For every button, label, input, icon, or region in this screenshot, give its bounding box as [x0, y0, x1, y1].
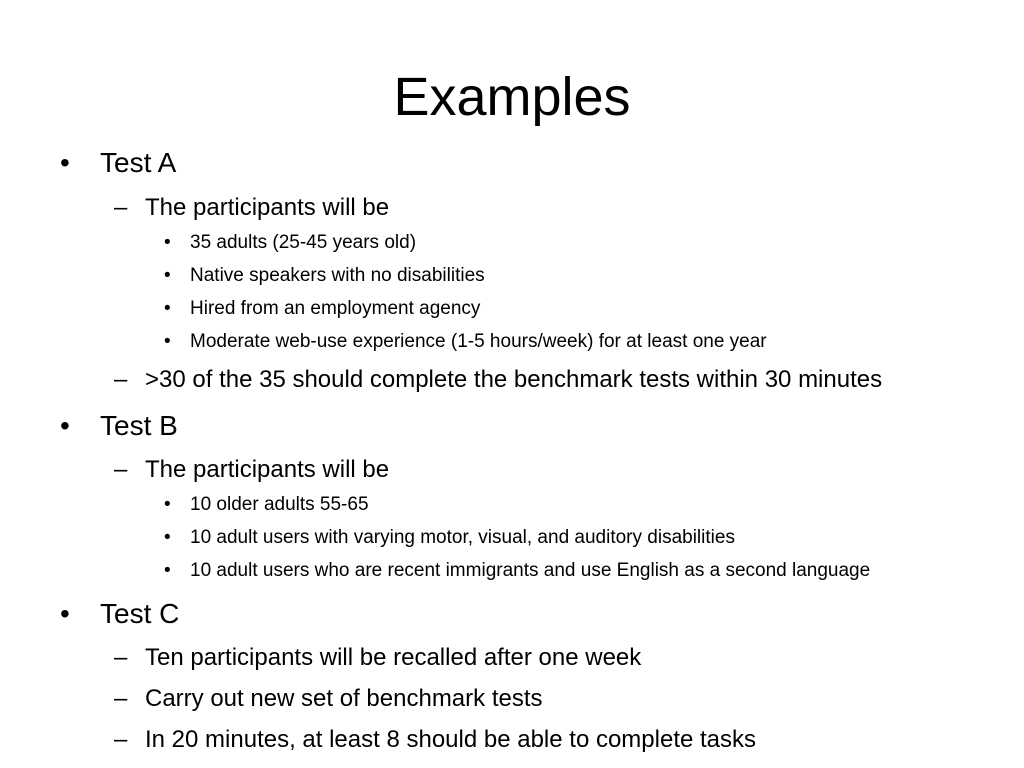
dash-icon: –: [114, 456, 128, 483]
test-c-item: Carry out new set of benchmark tests: [145, 685, 543, 712]
test-b-participant-item: 10 adult users with varying motor, visual, and auditory disabilities: [190, 527, 735, 548]
dash-icon: –: [114, 194, 128, 221]
test-c-heading: Test C: [100, 598, 180, 629]
small-bullet-icon: •: [164, 298, 171, 319]
small-bullet-icon: •: [164, 331, 171, 352]
bullet-icon: •: [60, 410, 70, 441]
test-a-heading: Test A: [100, 147, 177, 178]
bullet-icon: •: [60, 598, 70, 629]
test-b-participants-intro: The participants will be: [145, 456, 390, 483]
test-b-participant-item: 10 older adults 55-65: [190, 494, 369, 515]
dash-icon: –: [114, 366, 128, 393]
small-bullet-icon: •: [164, 494, 171, 515]
test-c-item: Ten participants will be recalled after one week: [145, 644, 642, 671]
dash-icon: –: [114, 644, 128, 671]
test-a-participant-item: 35 adults (25-45 years old): [190, 232, 417, 253]
dash-icon: –: [114, 726, 128, 753]
dash-icon: –: [114, 685, 128, 712]
small-bullet-icon: •: [164, 527, 171, 548]
test-b-participant-item: 10 adult users who are recent immigrants and use English as a second language: [190, 560, 871, 581]
small-bullet-icon: •: [164, 560, 171, 581]
test-a-benchmark: >30 of the 35 should complete the benchmark tests within 30 minutes: [145, 366, 883, 393]
test-a-participant-item: Native speakers with no disabilities: [190, 265, 485, 286]
small-bullet-icon: •: [164, 232, 171, 253]
test-a-participants-intro: The participants will be: [145, 194, 390, 221]
test-a-participant-item: Hired from an employment agency: [190, 298, 481, 319]
bullet-icon: •: [60, 147, 70, 178]
test-b-heading: Test B: [100, 410, 178, 441]
test-a-participant-item: Moderate web-use experience (1-5 hours/week) for at least one year: [190, 331, 767, 352]
test-c-item: In 20 minutes, at least 8 should be able to complete tasks: [145, 726, 757, 753]
small-bullet-icon: •: [164, 265, 171, 286]
slide-title: Examples: [393, 67, 631, 127]
